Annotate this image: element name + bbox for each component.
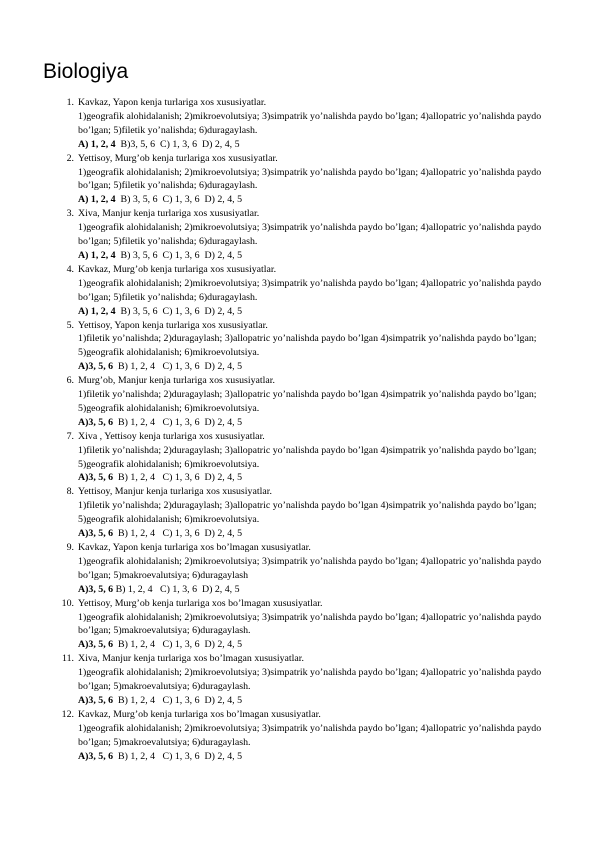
answer-option: C) 1, 3, 6 (155, 528, 200, 540)
question-number: 11. (62, 653, 74, 665)
answer-option: A)3, 5, 6 (78, 583, 114, 595)
answer-option: B) 1, 2, 4 (113, 750, 156, 762)
question-item (42, 708, 556, 764)
question-item (42, 430, 556, 486)
question-options: 1)geografik alohidalanish; 2)mikroevolutsiya; 3)simpatrik yo’nalishda paydo bo’lgan; 4)allopatric yo’nalishda paydo bo’lgan; 5)filetik yo’nalishda; 6)duragaylash. (78, 222, 542, 248)
question-options: 1)geografik alohidalanish; 2)mikroevolutsiya; 3)simpatrik yo’nalishda paydo bo’lgan; 4)allopatric yo’nalishda paydo bo’lgan; 5)makroevalutsiya; 6)duragaylash. (78, 611, 542, 637)
answer-option: D) 2, 4, 5 (199, 528, 243, 540)
question-stem: Kavkaz, Yapon kenja turlariga xos bo’lmagan xususiyatlar. (78, 542, 311, 553)
answer-option: B) 3, 5, 6 (115, 305, 158, 317)
question-item (42, 597, 556, 653)
answer-option: D) 2, 4, 5 (199, 639, 243, 651)
answer-option: B)3, 5, 6 (115, 138, 156, 150)
answer-option: C) 1, 3, 6 (155, 361, 200, 373)
question-number: 5. (66, 319, 74, 331)
question-options: 1)geografik alohidalanish; 2)mikroevolutsiya; 3)simpatrik yo’nalishda paydo bo’lgan; 4)allopatric yo’nalishda paydo bo’lgan; 5)filetik yo’nalishda; 6)duragaylash. (78, 166, 542, 192)
answer-option: C) 1, 3, 6 (155, 750, 200, 762)
answer-choices (78, 694, 556, 708)
question-stem: Kavkaz, Murg’ob kenja turlariga xos xususiyatlar. (78, 263, 277, 275)
answer-option: B) 1, 2, 4 (113, 694, 156, 706)
question-options: 1)filetik yo’nalishda; 2)duragaylash; 3)allopatric yo’nalishda paydo bo’lgan 4)simpatrik yo’nalishda paydo bo’lgan; 5)geografik alohidalanish; 6)mikroevolutsiya. (78, 389, 537, 414)
question-options: 1)geografik alohidalanish; 2)mikroevolutsiya; 3)simpatrik yo’nalishda paydo bo’lgan; 4)allopatric yo’nalishda paydo bo’lgan; 5)makroevalutsiya; 6)duragaylash. (78, 722, 542, 748)
question-options: 1)filetik yo’nalishda; 2)duragaylash; 3)allopatric yo’nalishda paydo bo’lgan 4)simpatrik yo’nalishda paydo bo’lgan; 5)geografik alohidalanish; 6)mikroevolutsiya. (78, 444, 537, 470)
answer-option: A)3, 5, 6 (78, 639, 114, 651)
question-stem: Xiva, Manjur kenja turlariga xos xususiyatlar. (78, 208, 260, 220)
answer-option: A) 1, 2, 4 (78, 194, 116, 206)
answer-option: D) 2, 4, 5 (197, 138, 240, 150)
question-number: 3. (66, 208, 74, 220)
question-options: 1)geografik alohidalanish; 2)mikroevolutsiya; 3)simpatrik yo’nalishda paydo bo’lgan; 4)allopatric yo’nalishda paydo bo’lgan; 5)filetik yo’nalishda; 6)duragaylash. (78, 110, 542, 136)
question-item (42, 541, 556, 597)
answer-option: A)3, 5, 6 (78, 528, 114, 540)
question-number: 12. (61, 708, 74, 720)
answer-option: D) 2, 4, 5 (199, 249, 243, 261)
question-number: 6. (66, 375, 74, 387)
answer-option: D) 2, 4, 5 (199, 472, 243, 484)
question-options: 1)geografik alohidalanish; 2)mikroevolutsiya; 3)simpatrik yo’nalishda paydo bo’lgan; 4)allopatric yo’nalishda paydo bo’lgan; 5)filetik yo’nalishda; 6)duragaylash. (78, 277, 542, 303)
answer-choices (78, 750, 556, 764)
answer-option: C) 1, 3, 6 (157, 194, 200, 206)
answer-option: A)3, 5, 6 (78, 472, 114, 484)
question-item (42, 152, 556, 208)
question-stem: Kavkaz, Murg’ob kenja turlariga xos bo’lmagan xususiyatlar. (78, 708, 321, 720)
question-options: 1)geografik alohidalanish; 2)mikroevolutsiya; 3)simpatrik yo’nalishda paydo bo’lgan; 4)allopatric yo’nalishda paydo bo’lgan; 5)makroevalutsiya; 6)duragaylash (78, 555, 542, 581)
question-stem: Murg’ob, Manjur kenja turlariga xos xususiyatlar. (78, 375, 276, 387)
question-number: 10. (61, 597, 74, 609)
question-stem: Yettisoy, Murg’ob kenja turlariga xos xususiyatlar. (78, 152, 278, 164)
answer-choices (78, 638, 556, 652)
answer-option: C) 1, 3, 6 (155, 472, 200, 484)
answer-option: A) 1, 2, 4 (78, 249, 116, 261)
answer-option: C) 1, 3, 6 (157, 249, 200, 261)
question-number: 8. (66, 486, 74, 498)
answer-option: C) 1, 3, 6 (152, 583, 198, 595)
answer-option: B) 1, 2, 4 (113, 416, 156, 428)
answer-option: C) 1, 3, 6 (155, 416, 200, 428)
question-item (42, 374, 556, 430)
question-stem: Kavkaz, Yapon kenja turlariga xos xususiyatlar. (78, 97, 267, 108)
question-item (42, 319, 556, 375)
page-title: Biologiya (43, 60, 129, 83)
question-number: 9. (66, 542, 74, 553)
answer-choices (78, 583, 556, 597)
answer-choices (78, 193, 556, 207)
question-list (42, 96, 556, 764)
answer-option: B) 1, 2, 4 (113, 361, 156, 373)
answer-option: A)3, 5, 6 (78, 694, 114, 706)
answer-option: D) 2, 4, 5 (199, 361, 243, 373)
question-options: 1)filetik yo’nalishda; 2)duragaylash; 3)allopatric yo’nalishda paydo bo’lgan 4)simpatrik yo’nalishda paydo bo’lgan; 5)geografik alohidalanish; 6)mikroevolutsiya. (78, 500, 537, 526)
answer-option: B) 3, 5, 6 (115, 194, 158, 206)
answer-option: B) 1, 2, 4 (113, 639, 156, 651)
answer-option: A)3, 5, 6 (78, 416, 114, 428)
question-number: 4. (66, 263, 74, 275)
answer-choices (78, 471, 556, 485)
question-number: 1. (66, 97, 74, 108)
question-stem: Xiva, Manjur kenja turlariga xos bo’lmagan xususiyatlar. (78, 653, 304, 665)
answer-option: B) 1, 2, 4 (113, 528, 156, 540)
answer-option: C) 1, 3, 6 (155, 694, 200, 706)
answer-choices (78, 305, 556, 319)
answer-choices (78, 138, 556, 152)
question-item (42, 652, 556, 708)
answer-option: D) 2, 4, 5 (199, 305, 243, 317)
answer-option: A) 1, 2, 4 (78, 138, 116, 150)
question-item (42, 96, 556, 152)
answer-option: D) 2, 4, 5 (199, 416, 243, 428)
answer-choices (78, 527, 556, 541)
answer-option: D) 2, 4, 5 (199, 750, 243, 762)
answer-option: D) 2, 4, 5 (197, 583, 240, 595)
question-item (42, 207, 556, 263)
answer-choices (78, 249, 556, 263)
answer-option: C) 1, 3, 6 (157, 305, 200, 317)
question-stem: Yettisoy, Murg’ob kenja turlariga xos bo’lmagan xususiyatlar. (78, 597, 323, 609)
answer-option: D) 2, 4, 5 (199, 694, 243, 706)
answer-option: A)3, 5, 6 (78, 361, 114, 373)
answer-option: C) 1, 3, 6 (155, 138, 198, 150)
question-number: 7. (66, 430, 74, 442)
answer-choices (78, 360, 556, 374)
question-stem: Xiva , Yettisoy kenja turlariga xos xususiyatlar. (78, 430, 265, 442)
answer-choices (78, 416, 556, 430)
answer-option: A) 1, 2, 4 (78, 305, 116, 317)
answer-option: D) 2, 4, 5 (199, 194, 243, 206)
answer-option: A)3, 5, 6 (78, 750, 114, 762)
answer-option: B) 3, 5, 6 (115, 249, 158, 261)
question-stem: Yettisoy, Manjur kenja turlariga xos xususiyatlar. (78, 486, 272, 498)
question-stem: Yettisoy, Yapon kenja turlariga xos xususiyatlar. (78, 319, 268, 331)
answer-option: B) 1, 2, 4 (113, 583, 153, 595)
question-options: 1)filetik yo’nalishda; 2)duragaylash; 3)allopatric yo’nalishda paydo bo’lgan 4)simpatrik yo’nalishda paydo bo’lgan; 5)geografik alohidalanish; 6)mikroevolutsiya. (78, 333, 537, 359)
question-item (42, 263, 556, 319)
question-item (42, 485, 556, 541)
answer-option: B) 1, 2, 4 (113, 472, 156, 484)
question-options: 1)geografik alohidalanish; 2)mikroevolutsiya; 3)simpatrik yo’nalishda paydo bo’lgan; 4)allopatric yo’nalishda paydo bo’lgan; 5)makroevalutsiya; 6)duragaylash. (78, 667, 542, 693)
question-number: 2. (66, 152, 74, 164)
answer-option: C) 1, 3, 6 (155, 639, 200, 651)
